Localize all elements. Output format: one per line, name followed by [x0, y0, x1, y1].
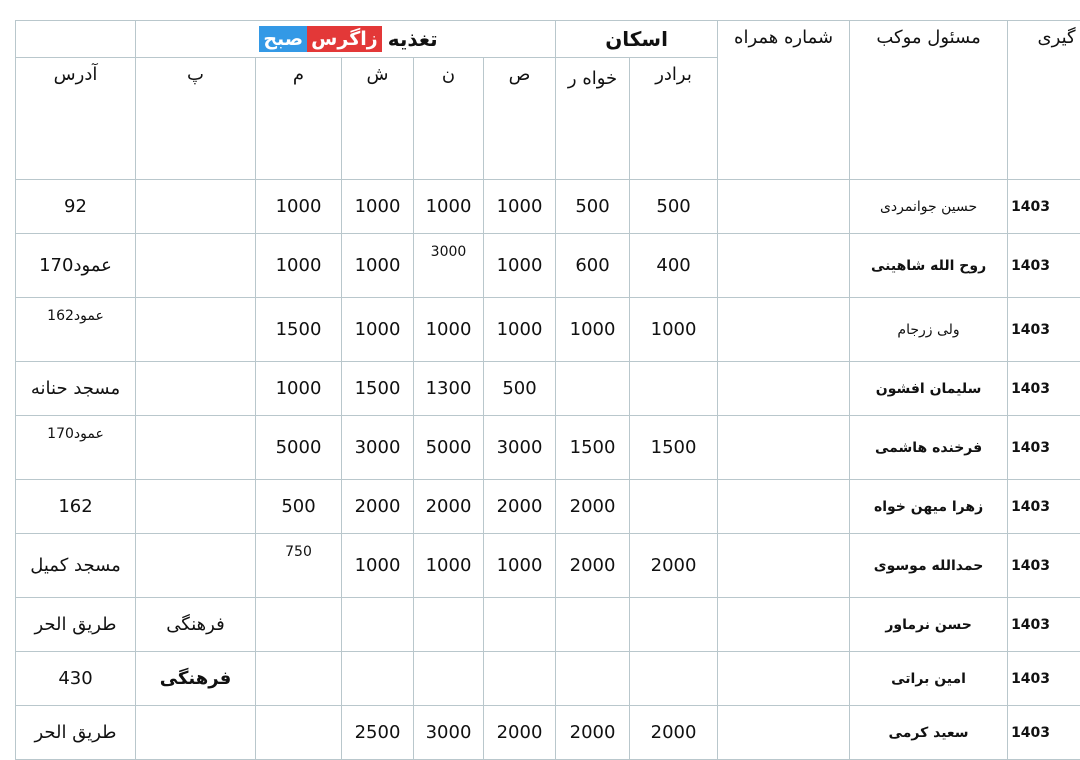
cell-n: 3000: [414, 706, 484, 760]
cell-date: 1403: [1008, 534, 1080, 598]
cell-sh: 2000: [342, 480, 414, 534]
cell-sh: 1000: [342, 180, 414, 234]
cell-mobile: [718, 652, 850, 706]
cell-date: 1403: [1008, 652, 1080, 706]
cell-brother: [630, 362, 718, 416]
cell-sister: 600: [556, 234, 630, 298]
cell-sh: 1000: [342, 534, 414, 598]
cell-s: [484, 598, 556, 652]
header-p: پ: [136, 58, 256, 180]
cell-sh: 2500: [342, 706, 414, 760]
cell-m: 1000: [256, 362, 342, 416]
header-n: ن: [414, 58, 484, 180]
cell-sh: [342, 652, 414, 706]
header-lodging: اسکان: [556, 21, 718, 58]
cell-address: طریق الحر: [16, 706, 136, 760]
cell-date: 1403: [1008, 234, 1080, 298]
cell-brother: 1000: [630, 298, 718, 362]
cell-brother: [630, 652, 718, 706]
table-row: [16, 480, 1080, 534]
cell-address: مسجد حنانه: [16, 362, 136, 416]
cell-manager: امین براتی: [850, 652, 1008, 706]
cell-sister: 2000: [556, 480, 630, 534]
cell-mobile: [718, 706, 850, 760]
cell-date: 1403: [1008, 480, 1080, 534]
cell-manager: سلیمان افشون: [850, 362, 1008, 416]
cell-date: 1403: [1008, 180, 1080, 234]
cell-address: طریق الحر: [16, 598, 136, 652]
cell-manager: حمدالله موسوی: [850, 534, 1008, 598]
table-row: [16, 416, 1080, 480]
header-sister: خواه ر: [556, 58, 630, 180]
cell-p: [136, 534, 256, 598]
cell-date: 1403: [1008, 416, 1080, 480]
cell-m: 5000: [256, 416, 342, 480]
cell-p: [136, 180, 256, 234]
cell-address: 92: [16, 180, 136, 234]
cell-s: 2000: [484, 706, 556, 760]
watermark-part2: زاگرس: [307, 26, 382, 52]
cell-brother: 1500: [630, 416, 718, 480]
header-brother: برادر: [630, 58, 718, 180]
cell-manager: ولی زرجام: [850, 298, 1008, 362]
cell-s: 1000: [484, 534, 556, 598]
cell-sister: 1000: [556, 298, 630, 362]
cell-sister: 500: [556, 180, 630, 234]
table-row: [16, 652, 1080, 706]
cell-address: مسجد کمیل: [16, 534, 136, 598]
cell-p: [136, 706, 256, 760]
cell-n: 1000: [414, 534, 484, 598]
cell-mobile: [718, 416, 850, 480]
header-row-1: [16, 21, 1080, 58]
cell-mobile: [718, 362, 850, 416]
cell-s: 2000: [484, 480, 556, 534]
cell-mobile: [718, 180, 850, 234]
cell-date: 1403: [1008, 706, 1080, 760]
cell-address: عمود170: [16, 234, 136, 298]
cell-p: [136, 480, 256, 534]
cell-n: 3000: [414, 234, 484, 298]
cell-p: [136, 362, 256, 416]
cell-n: 5000: [414, 416, 484, 480]
cell-n: 1000: [414, 298, 484, 362]
cell-s: 1000: [484, 234, 556, 298]
cell-address: عمود170: [16, 416, 136, 480]
table-row: [16, 362, 1080, 416]
cell-n: 2000: [414, 480, 484, 534]
cell-sh: 1000: [342, 298, 414, 362]
cell-sh: [342, 598, 414, 652]
cell-s: 3000: [484, 416, 556, 480]
header-sh: ش: [342, 58, 414, 180]
cell-m: [256, 598, 342, 652]
cell-p: فرهنگی: [136, 598, 256, 652]
cell-address: عمود162: [16, 298, 136, 362]
header-manager: مسئول موکب: [850, 21, 1008, 180]
cell-n: [414, 598, 484, 652]
cell-sister: 1500: [556, 416, 630, 480]
cell-sh: 3000: [342, 416, 414, 480]
table-row: [16, 598, 1080, 652]
cell-brother: 400: [630, 234, 718, 298]
cell-manager: سعید کرمی: [850, 706, 1008, 760]
header-m: م: [256, 58, 342, 180]
watermark-logo: [259, 26, 381, 52]
cell-m: 1500: [256, 298, 342, 362]
cell-date: 1403: [1008, 298, 1080, 362]
cell-brother: [630, 598, 718, 652]
cell-manager: فرخنده هاشمی: [850, 416, 1008, 480]
cell-p: [136, 416, 256, 480]
cell-sister: 2000: [556, 534, 630, 598]
cell-mobile: [718, 534, 850, 598]
cell-p: [136, 298, 256, 362]
cell-n: [414, 652, 484, 706]
cell-n: 1000: [414, 180, 484, 234]
cell-s: 500: [484, 362, 556, 416]
cell-brother: [630, 480, 718, 534]
header-address: آدرس: [16, 58, 136, 180]
header-feeding: [136, 21, 556, 58]
cell-sh: 1000: [342, 234, 414, 298]
cell-sister: [556, 652, 630, 706]
cell-sister: [556, 598, 630, 652]
cell-manager: زهرا میهن خواه: [850, 480, 1008, 534]
cell-m: [256, 652, 342, 706]
cell-m: 750: [256, 534, 342, 598]
cell-brother: 2000: [630, 706, 718, 760]
cell-sister: [556, 362, 630, 416]
cell-date: 1403: [1008, 598, 1080, 652]
monitoring-table: [15, 20, 1080, 760]
cell-m: [256, 706, 342, 760]
cell-s: 1000: [484, 298, 556, 362]
cell-sister: 2000: [556, 706, 630, 760]
cell-mobile: [718, 298, 850, 362]
header-mobile: شماره همراه: [718, 21, 850, 180]
cell-manager: حسین جوانمردی: [850, 180, 1008, 234]
cell-p: فرهنگی: [136, 652, 256, 706]
cell-m: 1000: [256, 234, 342, 298]
table-row: [16, 534, 1080, 598]
table-row: [16, 180, 1080, 234]
cell-sh: 1500: [342, 362, 414, 416]
cell-mobile: [718, 598, 850, 652]
watermark-part1: صبح: [259, 26, 307, 52]
cell-s: [484, 652, 556, 706]
cell-p: [136, 234, 256, 298]
cell-mobile: [718, 234, 850, 298]
cell-address: 430: [16, 652, 136, 706]
header-feeding-label: تغذیه: [388, 27, 438, 51]
cell-brother: 500: [630, 180, 718, 234]
cell-mobile: [718, 480, 850, 534]
cell-brother: 2000: [630, 534, 718, 598]
cell-s: 1000: [484, 180, 556, 234]
table-row: [16, 706, 1080, 760]
cell-manager: روح الله شاهینی: [850, 234, 1008, 298]
cell-n: 1300: [414, 362, 484, 416]
table-row: [16, 298, 1080, 362]
table-row: [16, 234, 1080, 298]
cell-m: 500: [256, 480, 342, 534]
header-date: گیری: [1008, 21, 1080, 180]
cell-date: 1403: [1008, 362, 1080, 416]
cell-address: 162: [16, 480, 136, 534]
header-address-top: [16, 21, 136, 58]
cell-m: 1000: [256, 180, 342, 234]
header-s: ص: [484, 58, 556, 180]
cell-manager: حسن نرماور: [850, 598, 1008, 652]
